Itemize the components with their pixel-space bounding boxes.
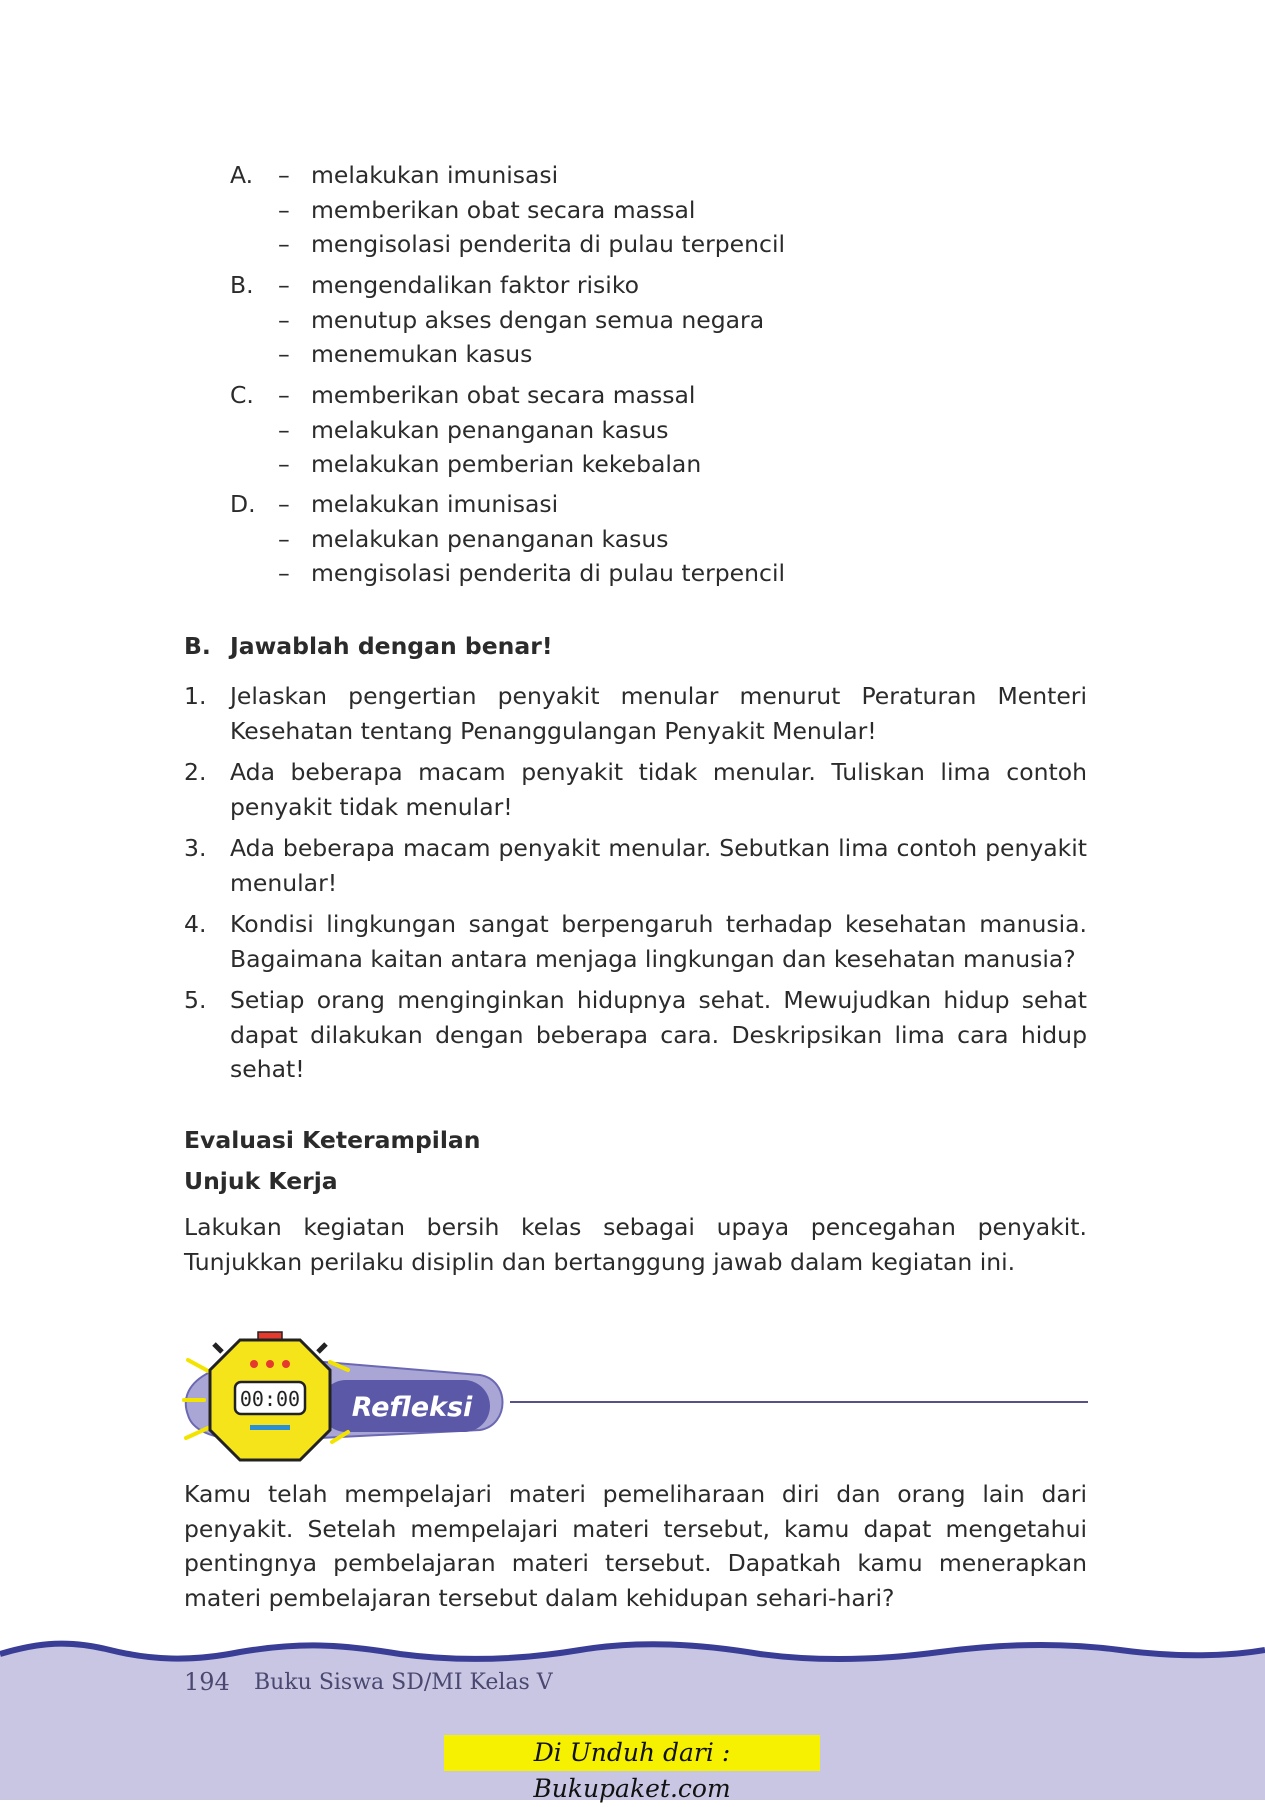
question-text: Ada beberapa macam penyakit menular. Sebutkan lima contoh penyakit menular! [230, 834, 1087, 897]
option-text: melakukan pemberian kekebalan [311, 450, 702, 478]
option-a [230, 158, 930, 262]
option-text: mengisolasi penderita di pulau terpencil [311, 230, 786, 258]
question-number: 1. [184, 682, 207, 710]
dash-bullet: – [278, 524, 290, 553]
dash-bullet: – [278, 559, 290, 587]
option-item [230, 303, 930, 338]
question-text: Kondisi lingkungan sangat berpengaruh terhadap kesehatan manusia. Bagaimana kaitan antara menjaga lingkungan dan kesehatan manusia? [230, 910, 1087, 973]
question-number: 3. [184, 834, 207, 862]
question-item [184, 755, 1087, 824]
option-letter: C. [230, 381, 254, 409]
timer-display: 00:00 [239, 1387, 301, 1411]
option-item [230, 413, 930, 448]
section-b-title: Jawablah dengan benar! [230, 632, 553, 660]
section-b-letter: B. [184, 632, 211, 660]
option-letter [230, 413, 278, 448]
option-letter [230, 193, 278, 228]
option-text: melakukan imunisasi [311, 490, 559, 518]
option-letter [230, 227, 278, 262]
question-list [184, 679, 1087, 1094]
question-text: Setiap orang menginginkan hidupnya sehat. Mewujudkan hidup sehat dapat dilakukan dengan beberapa cara. Deskripsikan lima cara hidup sehat! [230, 986, 1087, 1083]
question-item [184, 679, 1087, 748]
dash-bullet: – [278, 161, 290, 189]
option-text: melakukan imunisasi [311, 161, 559, 189]
option-d [230, 487, 930, 591]
option-text: melakukan penanganan kasus [311, 415, 669, 444]
question-item [184, 983, 1087, 1087]
option-letter [230, 556, 278, 591]
option-item [230, 522, 930, 557]
option-item [230, 268, 930, 303]
option-item [230, 447, 930, 482]
dash-bullet: – [278, 340, 290, 368]
option-text: memberikan obat secara massal [311, 381, 696, 409]
option-letter [230, 522, 278, 557]
dash-bullet: – [278, 305, 290, 334]
option-item [230, 227, 930, 262]
download-note: Di Unduh dari : Bukupaket.com [444, 1735, 820, 1771]
page-number: 194 [184, 1668, 230, 1696]
option-letter: A. [230, 161, 254, 189]
option-item [230, 378, 930, 413]
dash-bullet: – [278, 271, 290, 299]
option-text: memberikan obat secara massal [311, 195, 696, 224]
option-item [230, 337, 930, 372]
option-text: menutup akses dengan semua negara [311, 305, 765, 334]
dash-bullet: – [278, 490, 290, 518]
option-c [230, 378, 930, 482]
option-text: mengisolasi penderita di pulau terpencil [311, 559, 786, 587]
unjuk-kerja-title: Unjuk Kerja [184, 1167, 338, 1195]
option-item [230, 556, 930, 591]
option-b [230, 268, 930, 372]
option-item [230, 158, 930, 193]
dash-bullet: – [278, 415, 290, 444]
question-item [184, 831, 1087, 900]
option-item [230, 193, 930, 228]
dash-bullet: – [278, 230, 290, 258]
question-text: Jelaskan pengertian penyakit menular menurut Peraturan Menteri Kesehatan tentang Penanggulangan Penyakit Menular! [230, 682, 1087, 745]
option-text: mengendalikan faktor risiko [311, 271, 639, 299]
refleksi-label: Refleksi [351, 1392, 473, 1423]
option-text: melakukan penanganan kasus [311, 524, 669, 553]
dash-bullet: – [278, 450, 290, 478]
dash-bullet: – [278, 195, 290, 224]
refleksi-text: Kamu telah mempelajari materi pemeliharaan diri dan orang lain dari penyakit. Setelah mempelajari materi tersebut, kamu dapat mengetahui pentingnya pembelajaran materi tersebut. Dapatkah kamu menerapkan materi pembelajaran tersebut dalam kehidupan sehari-hari? [184, 1480, 1087, 1612]
option-letter: D. [230, 490, 256, 518]
book-title: Buku Siswa SD/MI Kelas V [254, 1670, 553, 1695]
option-letter [230, 303, 278, 338]
section-b-heading [184, 632, 1087, 660]
option-letter: B. [230, 271, 254, 299]
option-item [230, 487, 930, 522]
question-number: 4. [184, 910, 207, 938]
evaluasi-title: Evaluasi Keterampilan [184, 1126, 481, 1154]
option-text: menemukan kasus [311, 340, 533, 368]
refleksi-divider [510, 1401, 1088, 1403]
evaluasi-text: Lakukan kegiatan bersih kelas sebagai upaya pencegahan penyakit. Tunjukkan perilaku disiplin dan bertanggung jawab dalam kegiatan ini. [184, 1213, 1087, 1276]
question-number: 2. [184, 758, 207, 786]
option-letter [230, 337, 278, 372]
dash-bullet: – [278, 381, 290, 409]
question-text: Ada beberapa macam penyakit tidak menular. Tuliskan lima contoh penyakit tidak menular! [230, 758, 1087, 821]
refleksi-banner [180, 1320, 520, 1470]
question-number: 5. [184, 986, 207, 1014]
question-item [184, 907, 1087, 976]
option-letter [230, 447, 278, 482]
